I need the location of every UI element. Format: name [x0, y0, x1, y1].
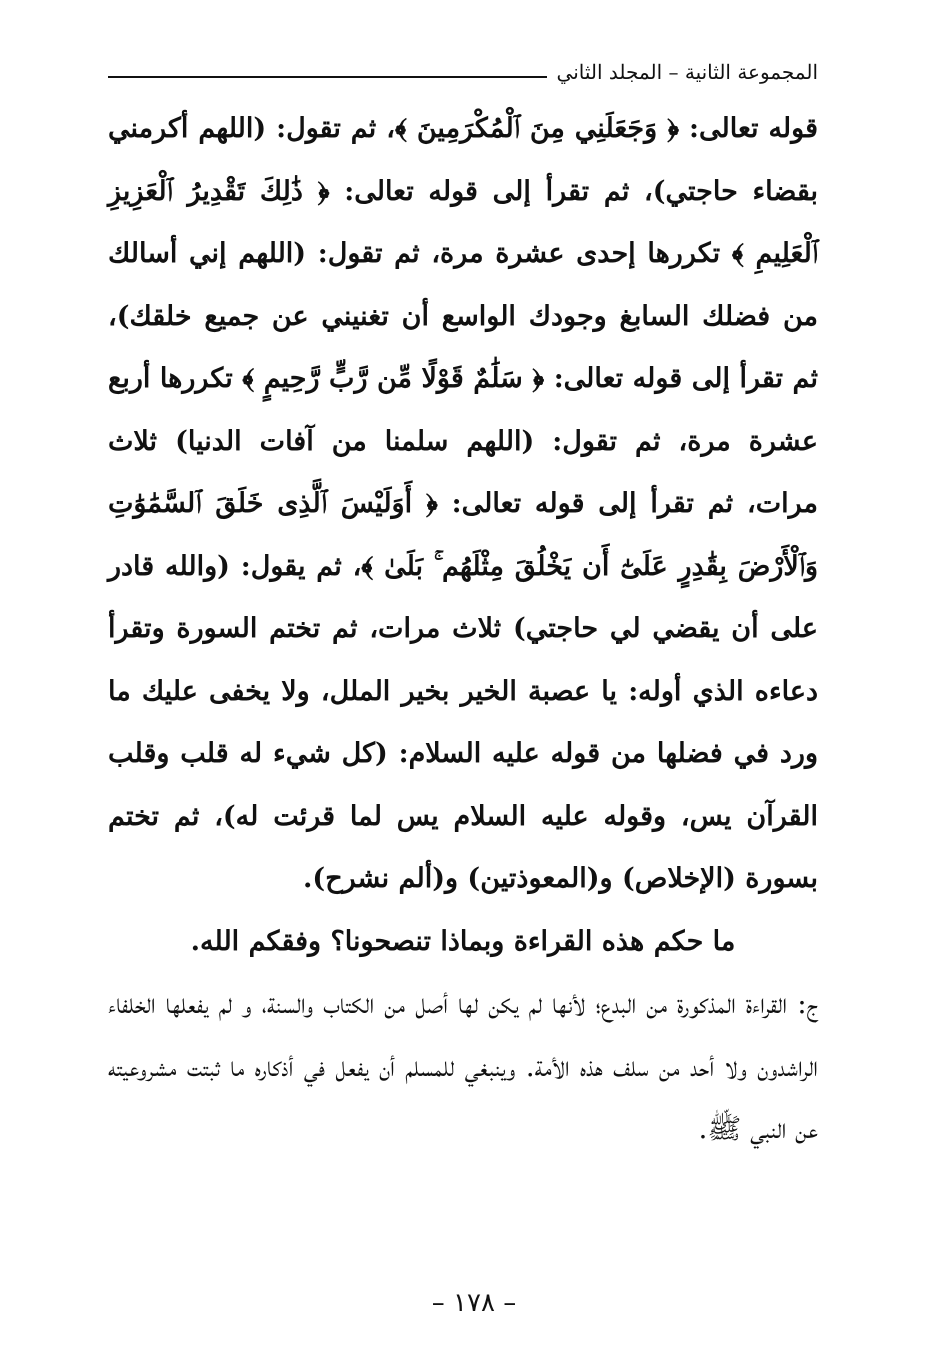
- body-text: [108, 98, 818, 1161]
- answer-paragraph: ج: القراءة المذكورة من البدع؛ لأنها لم يكن لها أصل من الكتاب والسنة، و لم يفعلها الخلفاء الراشدون ولا أحد من سلف هذه الأمة. وينبغي للمسلم أن يفعل في أذكاره ما ثبتت مشروعيته عن النبي ﷺ.: [108, 987, 818, 1145]
- question-line: ما حكم هذه القراءة وبماذا تنصحونا؟ وفقكم الله.: [190, 925, 736, 957]
- running-header: [108, 52, 818, 86]
- question-paragraph: قوله تعالى: ﴿ وَجَعَلَنِي مِنَ ٱلْمُكْرَمِينَ ﴾، ثم تقول: (اللهم أكرمني بقضاء حاجتي)، ثم تقرأ إلى قوله تعالى: ﴿ ذَٰلِكَ تَقْدِيرُ ٱلْعَزِيزِ ٱلْعَلِيمِ ﴾ تكررها إحدى عشرة مرة، ثم تقول: (اللهم إني أسالك من فضلك السابغ وجودك الواسع أن تغنيني عن جميع خلقك)، ثم تقرأ إلى قوله تعالى: ﴿ سَلَٰمٌ قَوْلًا مِّن رَّبٍّ رَّحِيمٍ ﴾ تكررها أربع عشرة مرة، ثم تقول: (اللهم سلمنا من آفات الدنيا) ثلاث مرات، ثم تقرأ إلى قوله تعالى: ﴿ أَوَلَيْسَ ٱلَّذِى خَلَقَ ٱلسَّمَٰوَٰتِ وَٱلْأَرْضَ بِقَٰدِرٍ عَلَىٰٓ أَن يَخْلُقَ مِثْلَهُم ۚ بَلَىٰ ﴾، ثم يقول: (والله قادر على أن يقضي لي حاجتي) ثلاث مرات، ثم تختم السورة وتقرأ دعاءه الذي أوله: يا عصبة الخير بخير الملل، ولا يخفى عليك ما ورد في فضلها من قوله عليه السلام: (كل شيء له قلب وقلب القرآن يس، وقوله عليه السلام يس لما قرئت له)، ثم تختم بسورة (الإخلاص) و(المعوذتين) و(ألم نشرح).: [108, 113, 818, 894]
- running-header-title: المجموعة الثانية – المجلد الثاني: [556, 60, 818, 84]
- page-number: – ١٧٨ –: [431, 1288, 517, 1318]
- header-rule: [108, 76, 547, 78]
